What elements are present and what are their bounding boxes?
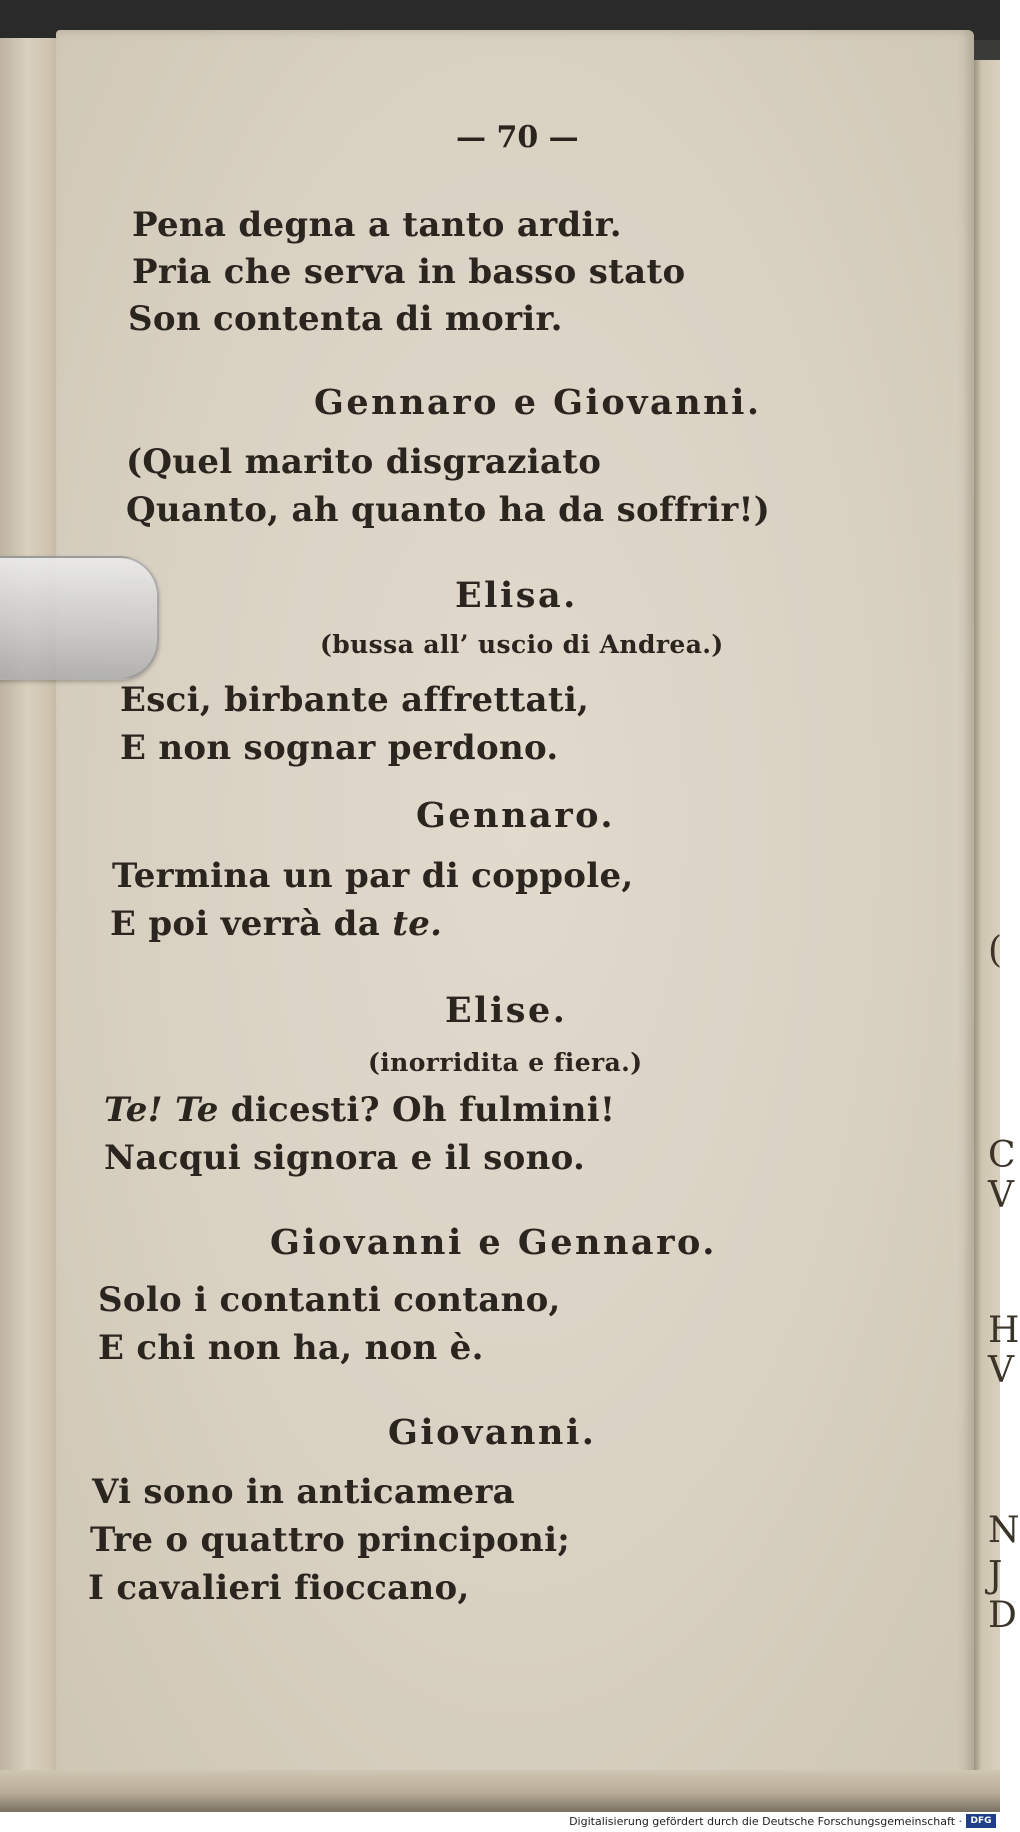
edge-glyph: C bbox=[988, 1135, 1016, 1176]
digitization-credit: Digitalisierung gefördert durch die Deutsche Forschungsgemeinschaft · bbox=[569, 1815, 962, 1828]
stage-direction: (bussa all’ uscio di Andrea.) bbox=[320, 630, 724, 659]
verse-line: E poi verrà da te. bbox=[110, 904, 443, 944]
edge-glyph: H bbox=[988, 1310, 1020, 1351]
edge-glyph: V bbox=[988, 1175, 1014, 1216]
edge-glyph: N bbox=[988, 1510, 1020, 1551]
verse-line: E non sognar perdono. bbox=[120, 728, 559, 768]
speaker-heading: Giovanni e Gennaro. bbox=[270, 1222, 717, 1263]
verse-line: Pena degna a tanto ardir. bbox=[132, 205, 622, 245]
verse-line: E chi non ha, non è. bbox=[98, 1328, 484, 1368]
page-clip bbox=[0, 556, 159, 680]
edge-glyph: D bbox=[988, 1595, 1017, 1636]
verse-line: Nacqui signora e il sono. bbox=[104, 1138, 586, 1178]
verse-line: Tre o quattro principoni; bbox=[90, 1520, 571, 1560]
speaker-heading: Gennaro e Giovanni. bbox=[314, 382, 762, 423]
speaker-heading: Elise. bbox=[445, 990, 568, 1031]
speaker-heading: Giovanni. bbox=[388, 1412, 597, 1453]
verse-line: Esci, birbante affrettati, bbox=[120, 680, 590, 720]
bottom-page-stack bbox=[0, 1770, 1000, 1815]
verse-line: (Quel marito disgraziato bbox=[126, 442, 602, 482]
speaker-heading: Elisa. bbox=[455, 575, 578, 616]
verse-line: Solo i contanti contano, bbox=[98, 1280, 561, 1320]
verse-line: Te! Te dicesti? Oh fulmini! bbox=[104, 1090, 616, 1130]
italic-word: Te! Te bbox=[104, 1090, 219, 1130]
page-number: — 70 — bbox=[456, 120, 579, 155]
dfg-logo: DFG bbox=[966, 1814, 996, 1828]
speaker-heading: Gennaro. bbox=[416, 795, 616, 836]
edge-glyph: J bbox=[988, 1555, 1003, 1596]
verse-line: I cavalieri fioccano, bbox=[88, 1568, 470, 1608]
verse-line: Son contenta di morir. bbox=[128, 299, 563, 339]
verse-line: Vi sono in anticamera bbox=[92, 1472, 516, 1512]
edge-glyph: V bbox=[988, 1350, 1014, 1391]
verse-line: Termina un par di coppole, bbox=[112, 856, 634, 896]
verse-line: Pria che serva in basso stato bbox=[132, 252, 686, 292]
stage-direction: (inorridita e fiera.) bbox=[368, 1048, 643, 1077]
verse-line: Quanto, ah quanto ha da soffrir!) bbox=[126, 490, 771, 530]
italic-word: te. bbox=[392, 904, 443, 944]
edge-glyph: ( bbox=[988, 930, 1003, 971]
